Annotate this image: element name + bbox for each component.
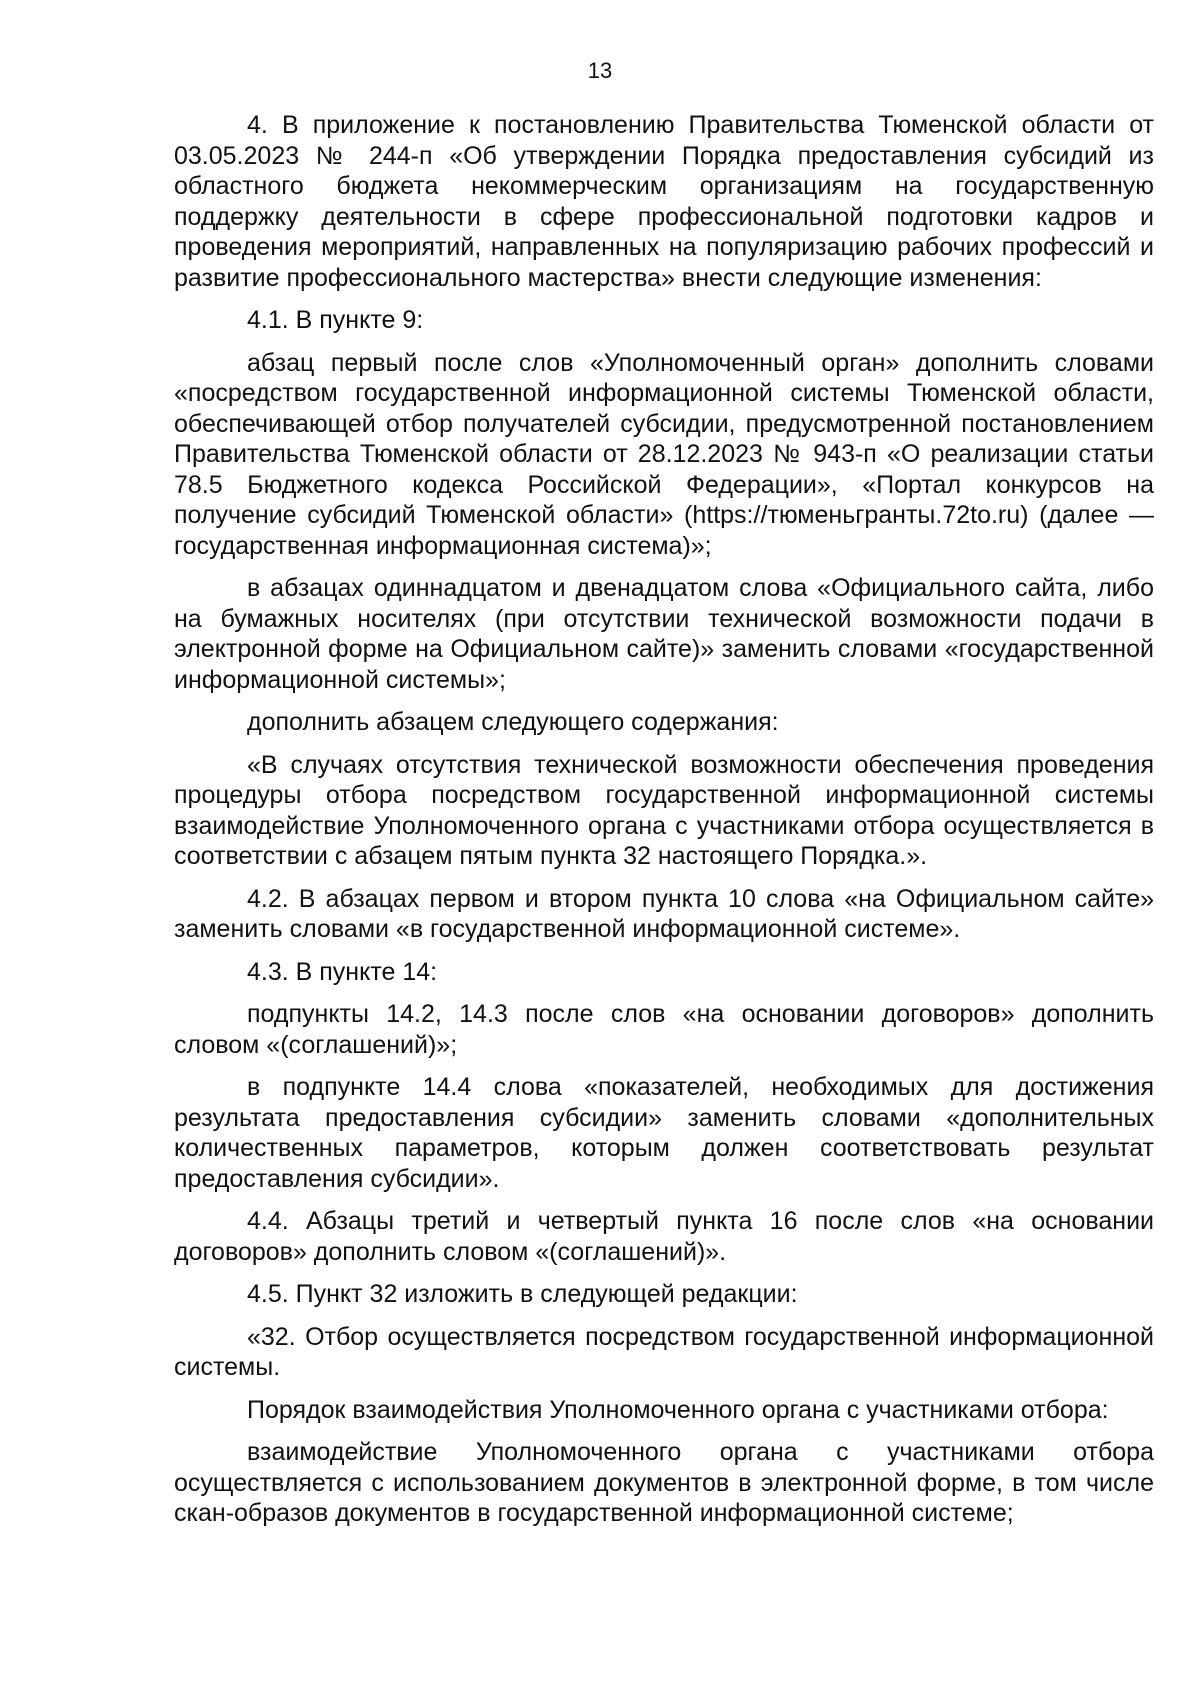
paragraph-item-4-5: 4.5. Пункт 32 изложить в следующей редакции: [247, 1280, 798, 1308]
paragraph-add-paragraph: дополнить абзацем следующего содержания: [247, 708, 779, 736]
paragraph-paragraphs-11-12-amendment: в абзацах одиннадцатом и двенадцатом слова «Официального сайта, либо на бумажных носителях (при отсутствии технической возможности подачи в электронной форме на Официальном сайте)» заменить словами «государственной информационной системы»; [174, 574, 1154, 694]
paragraph-subitem-14-4: в подпункте 14.4 слова «показателей, необходимых для достижения результата предоставления субсидии» заменить словами «дополнительных количественных параметров, которым должен соответствовать результат предоставления субсидии». [174, 1073, 1154, 1193]
paragraph-item-4-4: 4.4. Абзацы третий и четвертый пункта 16 после слов «на основании договоров» дополнить словом «(соглашений)». [174, 1207, 1154, 1266]
paragraph-item-4-3: 4.3. В пункте 14: [247, 957, 438, 986]
paragraph-quoted-new-paragraph: «В случаях отсутствия технической возможности обеспечения проведения процедуры отбора посредством государственной информационной системы взаимодействие Уполномоченного органа с участниками отбора осуществляется в соответствии с абзацем пятым пункта 32 настоящего Порядка.». [174, 750, 1154, 870]
paragraph-item-4: 4. В приложение к постановлению Правительства Тюменской области от 03.05.2023 № 244-п «Об утверждении Порядка предоставления субсидий из областного бюджета некоммерческим организациям на государственную поддержку деятельности в сфере профессиональной подготовки кадров и проведения мероприятий, направленных на популяризацию рабочих профессий и развитие профессионального мастерства» внести следующие изменения: [174, 111, 1154, 292]
page-number: 13 [587, 58, 613, 83]
paragraph-paragraph-1-amendment: абзац первый после слов «Уполномоченный орган» дополнить словами «посредством государственной информационной системы Тюменской области, обеспечивающей отбор получателей субсидии, предусмотренной постановлением Правительства Тюменской области от 28.12.2023 № 943-п «О реализации статьи 78.5 Бюджетного кодекса Российской Федерации», «Портал конкурсов на получение субсидий Тюменской области» (https://тюменьгранты.72to.ru) (далее — государственная информационная система)»; [174, 348, 1154, 560]
paragraph-item-4-2: 4.2. В абзацах первом и втором пункта 10 слова «на Официальном сайте» заменить словами «в государственной информационной системе». [174, 884, 1154, 943]
paragraph-item-32: «32. Отбор осуществляется посредством государственной информационной системы. [174, 1322, 1154, 1381]
document-body [174, 110, 1154, 1541]
paragraph-item-4-1: 4.1. В пункте 9: [247, 306, 424, 334]
paragraph-electronic-interaction: взаимодействие Уполномоченного органа с участниками отбора осуществляется с использованием документов в электронной форме, в том числе скан-образов документов в государственной информационной системе; [174, 1438, 1154, 1527]
paragraph-subitems-14-2-14-3: подпункты 14.2, 14.3 после слов «на основании договоров» дополнить словом «(соглашений)»; [174, 1000, 1154, 1059]
paragraph-interaction-procedure: Порядок взаимодействия Уполномоченного органа с участниками отбора: [247, 1395, 1109, 1424]
